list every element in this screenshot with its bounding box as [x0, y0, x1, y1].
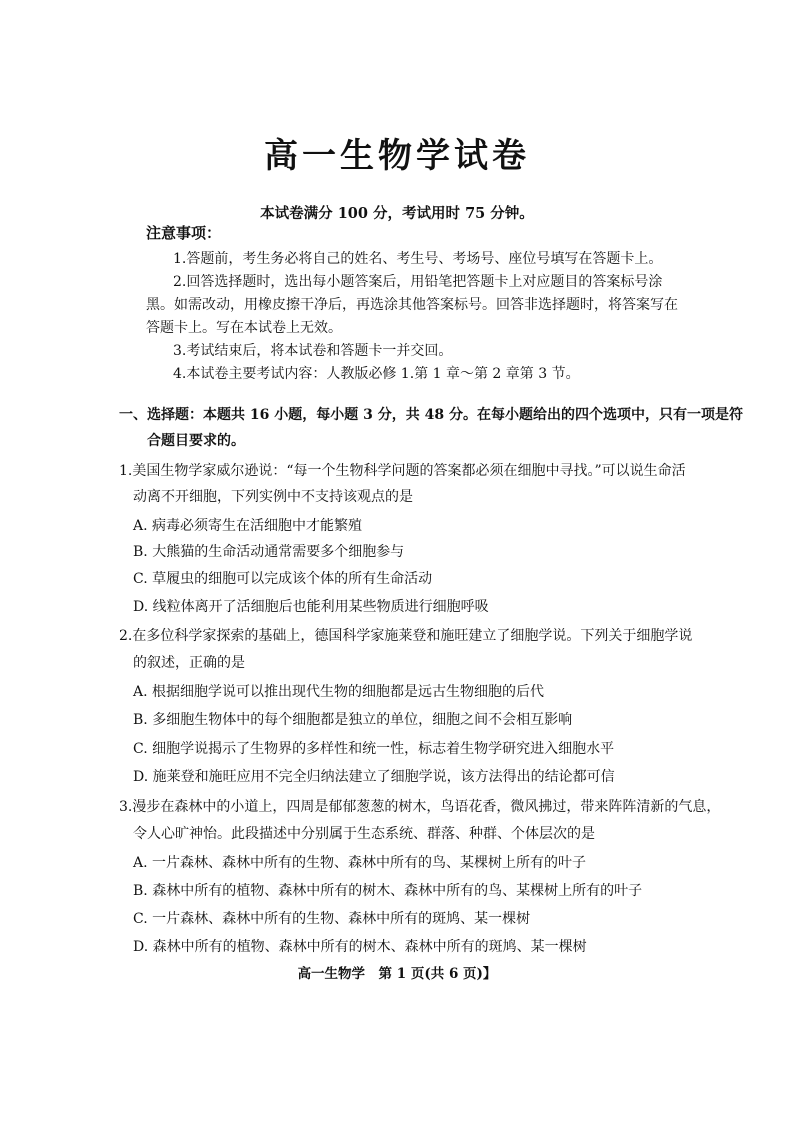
- option-a: A. 病毒必须寄生在活细胞中才能繁殖: [133, 518, 363, 534]
- option-c: C. 草履虫的细胞可以完成该个体的所有生命活动: [133, 571, 433, 587]
- option-b: B. 大熊猫的生命活动通常需要多个细胞参与: [133, 544, 405, 560]
- option-a: A. 根据细胞学说可以推出现代生物的细胞都是远古生物细胞的后代: [133, 684, 545, 700]
- question-stem: 2.在多位科学家探索的基础上，德国科学家施莱登和施旺建立了细胞学说。下列关于细胞学说: [119, 628, 693, 644]
- option-b: B. 森林中所有的植物、森林中所有的树木、森林中所有的鸟、某棵树上所有的叶子: [133, 883, 643, 899]
- option-d: D. 施莱登和施旺应用不完全归纳法建立了细胞学说，该方法得出的结论都可信: [133, 769, 615, 785]
- question-stem: 的叙述，正确的是: [133, 655, 245, 671]
- notice-item: 答题卡上。写在本试卷上无效。: [146, 320, 342, 336]
- option-a: A. 一片森林、森林中所有的生物、森林中所有的鸟、某棵树上所有的叶子: [133, 855, 587, 871]
- question-stem: 1.美国生物学家威尔逊说：“每一个生物科学问题的答案都必须在细胞中寻找。”可以说生命活: [119, 463, 686, 479]
- notice-item: 黑。如需改动，用橡皮擦干净后，再选涂其他答案标号。回答非选择题时，将答案写在: [146, 297, 678, 313]
- page-footer: 高一生物学 第 1 页(共 6 页)】: [297, 966, 497, 982]
- question-stem: 令人心旷神怡。此段描述中分别属于生态系统、群落、种群、个体层次的是: [133, 826, 595, 842]
- option-d: D. 森林中所有的植物、森林中所有的树木、森林中所有的斑鸠、某一棵树: [133, 939, 587, 955]
- notice-item: 4.本试卷主要考试内容：人教版必修 1.第 1 章～第 2 章第 3 节。: [173, 366, 580, 382]
- notice-heading: 注意事项：: [146, 224, 222, 242]
- page-title: 高一生物学试卷: [264, 136, 530, 176]
- exam-info: 本试卷满分 100 分，考试用时 75 分钟。: [260, 205, 534, 222]
- section-heading: 合题目要求的。: [147, 433, 245, 449]
- option-d: D. 线粒体离开了活细胞后也能利用某些物质进行细胞呼吸: [133, 599, 489, 615]
- option-c: C. 细胞学说揭示了生物界的多样性和统一性，标志着生物学研究进入细胞水平: [133, 741, 615, 757]
- question-stem: 3.漫步在森林中的小道上，四周是郁郁葱葱的树木，鸟语花香，微风拂过，带来阵阵清新的气息，: [119, 799, 721, 815]
- option-c: C. 一片森林、森林中所有的生物、森林中所有的斑鸠、某一棵树: [133, 911, 531, 927]
- notice-item: 1.答题前，考生务必将自己的姓名、考生号、考场号、座位号填写在答题卡上。: [173, 251, 663, 267]
- notice-item: 2.回答选择题时，选出每小题答案后，用铅笔把答题卡上对应题目的答案标号涂: [173, 274, 663, 290]
- option-b: B. 多细胞生物体中的每个细胞都是独立的单位，细胞之间不会相互影响: [133, 712, 573, 728]
- notice-item: 3.考试结束后，将本试卷和答题卡一并交回。: [173, 343, 453, 359]
- section-heading: 一、选择题：本题共 16 小题，每小题 3 分，共 48 分。在每小题给出的四个选项中，只有一项是符: [119, 407, 743, 423]
- question-stem: 动离不开细胞，下列实例中不支持该观点的是: [133, 489, 413, 505]
